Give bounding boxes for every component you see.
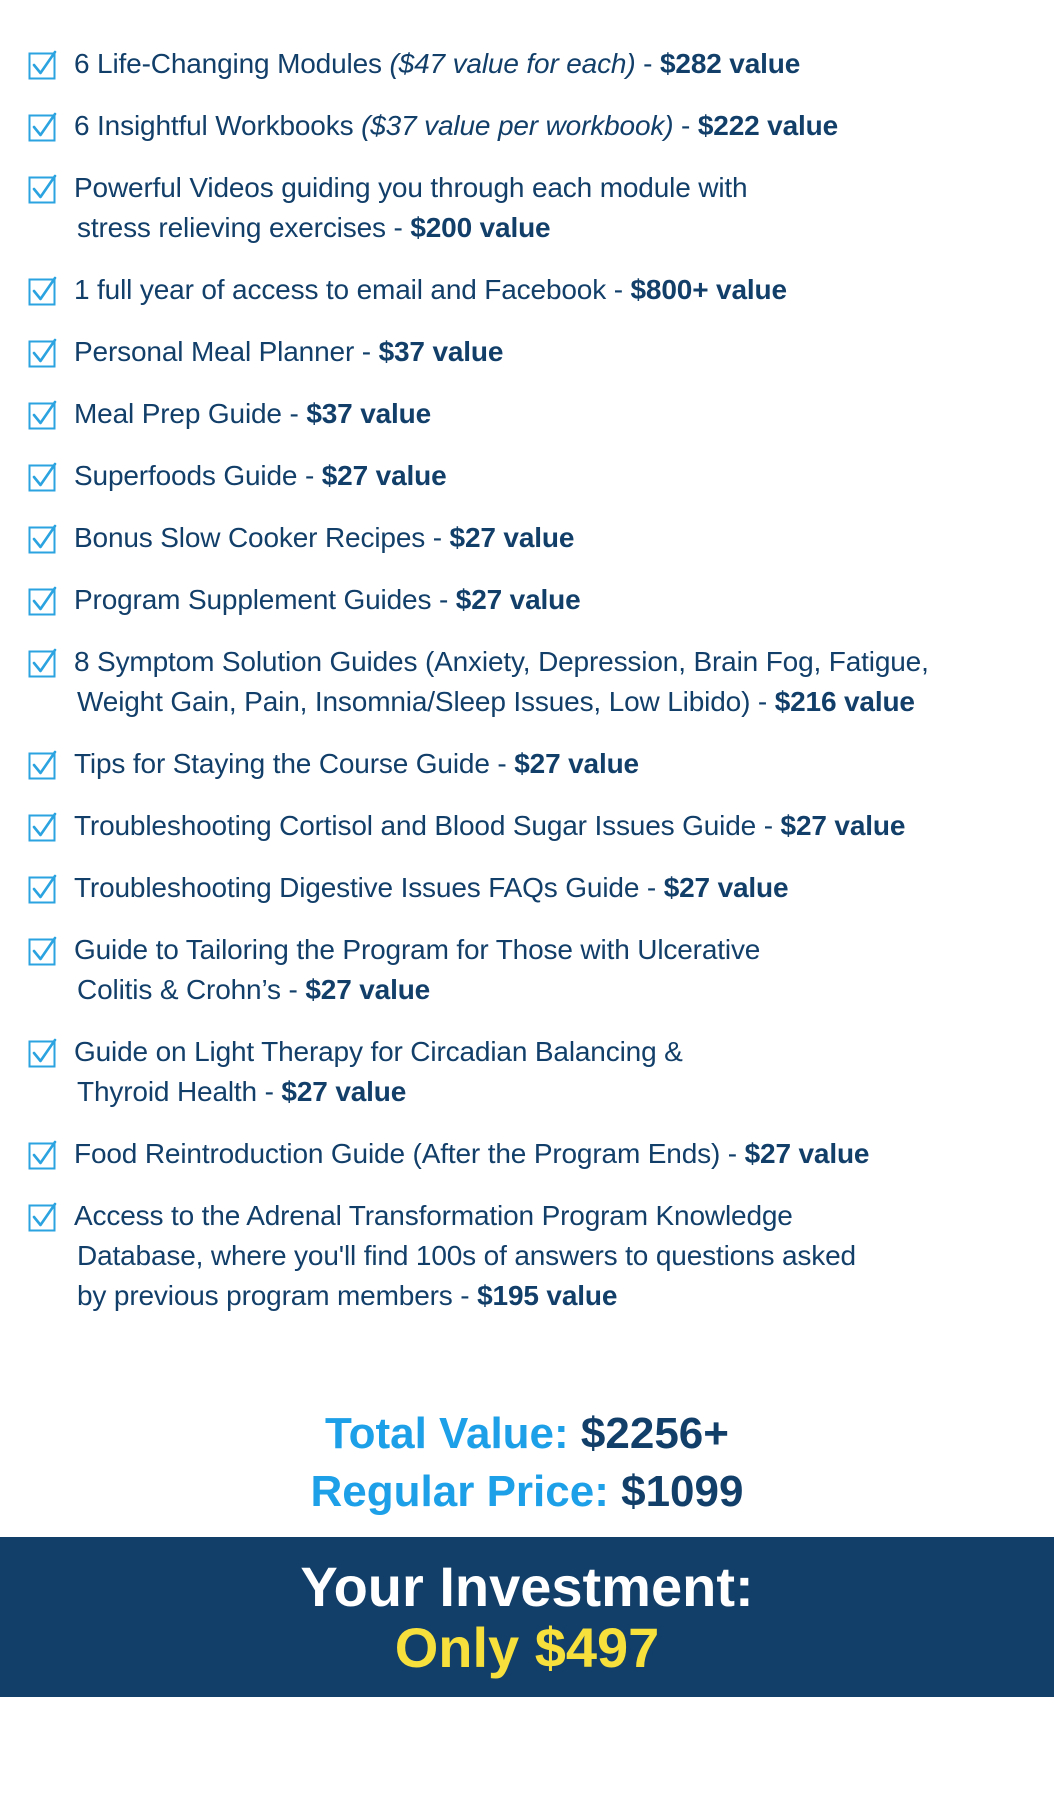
list-item-price-group — [431, 584, 580, 615]
list-item-text — [74, 168, 1054, 248]
list-item-label: Troubleshooting Cortisol and Blood Sugar Issues Guide — [74, 810, 757, 841]
list-item-line — [74, 682, 1054, 722]
list-item-text — [74, 930, 1054, 1010]
checked-box-icon — [28, 338, 58, 368]
list-item-line — [74, 208, 1054, 248]
list-item-price-group — [720, 1138, 869, 1169]
list-item-price: $216 value — [774, 686, 915, 717]
list-item-line — [74, 1200, 793, 1231]
list-item-label-continued: Thyroid Health — [77, 1076, 257, 1107]
regular-price-amount: $1099 — [621, 1467, 744, 1516]
list-item-separator: - — [452, 1280, 478, 1311]
list-item-price: $27 value — [305, 974, 431, 1005]
list-item-price: $195 value — [477, 1280, 618, 1311]
list-item-label-continued: Weight Gain, Pain, Insomnia/Sleep Issues, Low Libido) — [77, 686, 751, 717]
list-item-label: Meal Prep Guide — [74, 398, 282, 429]
list-item-text — [74, 806, 1054, 846]
checked-box-icon — [28, 524, 58, 554]
list-item-label-continued: by previous program members — [77, 1280, 453, 1311]
list-item-line — [74, 522, 574, 553]
list-item-text — [74, 518, 1054, 558]
checked-box-icon — [28, 400, 58, 430]
checked-box-icon — [28, 112, 58, 142]
checked-box-icon — [28, 1202, 58, 1232]
list-item-line — [74, 748, 639, 779]
list-item-line — [74, 48, 800, 79]
list-item-separator: - — [280, 974, 306, 1005]
investment-heading: Your Investment: — [300, 1555, 754, 1618]
list-item-label-continued: stress relieving exercises — [77, 212, 386, 243]
list-item-line — [74, 584, 581, 615]
list-item-line — [74, 1036, 683, 1067]
list-item-text — [74, 1134, 1054, 1174]
list-item-line — [74, 460, 447, 491]
list-item-line — [74, 1138, 869, 1169]
list-item-price-group — [386, 212, 551, 243]
checked-box-icon — [28, 812, 58, 842]
list-item-text — [74, 580, 1054, 620]
list-item-price: $282 value — [659, 48, 801, 79]
list-item-text — [74, 270, 1054, 310]
list-item-separator: - — [281, 398, 307, 429]
list-item-separator: - — [720, 1138, 745, 1169]
checked-box-icon — [28, 874, 58, 904]
list-item-line — [74, 274, 787, 305]
list-item-separator: - — [673, 110, 698, 141]
list-item-price-group — [257, 1076, 406, 1107]
list-item-text — [74, 332, 1054, 372]
list-item-text — [74, 1196, 1054, 1316]
list-item-label: Superfoods Guide — [74, 460, 298, 491]
list-item-price: $200 value — [410, 212, 551, 243]
list-item-separator: - — [425, 522, 450, 553]
list-item-line — [74, 1072, 1054, 1112]
checked-box-icon — [28, 586, 58, 616]
checked-box-icon — [28, 648, 58, 678]
list-item-price: $27 value — [455, 584, 581, 615]
list-item-text — [74, 456, 1054, 496]
checked-box-icon — [28, 462, 58, 492]
list-item-separator: - — [489, 748, 515, 779]
total-value-label: Total Value: — [325, 1409, 569, 1458]
list-item-label: Access to the Adrenal Transformation Program Knowledge — [74, 1200, 793, 1231]
list-item-line — [74, 810, 905, 841]
list-item-label: 6 Life-Changing Modules — [74, 48, 390, 79]
list-item-price-group — [453, 1280, 618, 1311]
list-item-price-group — [673, 110, 838, 141]
list-item-price: $27 value — [449, 522, 575, 553]
list-item-separator: - — [606, 274, 631, 305]
list-item-price-group — [490, 748, 639, 779]
list-item-separator: - — [354, 336, 379, 367]
list-item-price-group — [282, 398, 431, 429]
list-item-label: Guide on Light Therapy for Circadian Balancing & — [74, 1036, 683, 1067]
list-item-line — [74, 398, 431, 429]
list-item-price: $37 value — [378, 336, 504, 367]
checked-box-icon — [28, 276, 58, 306]
list-item-text — [74, 44, 1054, 84]
price-summary — [0, 1405, 1054, 1521]
list-item-text — [74, 642, 1054, 722]
list-item-price-group — [639, 872, 788, 903]
list-item-line — [74, 934, 760, 965]
list-item-price-group — [750, 686, 915, 717]
list-item-price: $27 value — [744, 1138, 870, 1169]
list-item-separator: - — [256, 1076, 282, 1107]
list-item-label: Troubleshooting Digestive Issues FAQs Guide — [74, 872, 640, 903]
checked-box-icon — [28, 750, 58, 780]
list-item-price-group — [636, 48, 801, 79]
list-item-price: $27 value — [780, 810, 906, 841]
regular-price-line — [0, 1463, 1054, 1521]
list-item-price-group — [281, 974, 430, 1005]
list-item-text — [74, 1032, 1054, 1112]
list-item-label: Tips for Staying the Course Guide — [74, 748, 490, 779]
list-item-line — [74, 872, 788, 903]
list-item-line — [74, 970, 1054, 1010]
list-item-separator: - — [756, 810, 781, 841]
list-item-label: Guide to Tailoring the Program for Those with Ulcerative — [74, 934, 761, 965]
list-item-label: Personal Meal Planner — [74, 336, 355, 367]
list-item-price: $27 value — [663, 872, 789, 903]
list-item-price-group — [756, 810, 905, 841]
list-item-line — [74, 646, 929, 677]
list-item-label: 8 Symptom Solution Guides (Anxiety, Depression, Brain Fog, Fatigue, — [74, 646, 929, 677]
list-item-line — [74, 1276, 1054, 1316]
list-item-separator: - — [431, 584, 456, 615]
list-item-label: Program Supplement Guides — [74, 584, 432, 615]
list-item-separator: - — [635, 48, 660, 79]
checked-box-icon — [28, 50, 58, 80]
list-item-label-continued: Colitis & Crohn’s — [77, 974, 281, 1005]
list-item-label: Powerful Videos guiding you through each module with — [74, 172, 748, 203]
list-item-separator: - — [639, 872, 664, 903]
list-item-price: $27 value — [514, 748, 639, 779]
list-item-text — [74, 868, 1054, 908]
list-item-label: Food Reintroduction Guide (After the Program Ends) — [74, 1138, 721, 1169]
list-item-price: $222 value — [697, 110, 839, 141]
investment-price: Only $497 — [394, 1616, 660, 1679]
list-item-label: 1 full year of access to email and Facebook — [74, 274, 607, 305]
list-item-separator: - — [297, 460, 322, 491]
list-item-label-continued: Database, where you'll find 100s of answers to questions asked — [77, 1240, 856, 1271]
list-item-separator: - — [750, 686, 775, 717]
list-item-label: 6 Insightful Workbooks — [74, 110, 362, 141]
total-value-amount: $2256+ — [580, 1409, 729, 1458]
list-item-text — [74, 744, 1054, 784]
list-item-price-group — [425, 522, 574, 553]
list-item-price-group — [354, 336, 503, 367]
investment-banner — [0, 1537, 1054, 1697]
list-item-note: ($47 value for each) — [389, 48, 636, 79]
checked-box-icon — [28, 1140, 58, 1170]
checked-box-icon — [28, 1038, 58, 1068]
checked-box-icon — [28, 936, 58, 966]
list-item-text — [74, 394, 1054, 434]
list-item-line — [74, 110, 838, 141]
list-item-line — [74, 172, 747, 203]
list-item-price: $27 value — [281, 1076, 407, 1107]
checked-box-icon — [28, 174, 58, 204]
regular-price-label: Regular Price: — [310, 1467, 609, 1516]
list-item-price-group — [297, 460, 446, 491]
list-item-line — [74, 336, 503, 367]
list-item-separator: - — [385, 212, 411, 243]
list-item-label: Bonus Slow Cooker Recipes — [74, 522, 426, 553]
list-item-note: ($37 value per workbook) — [361, 110, 674, 141]
list-item-text — [74, 106, 1054, 146]
list-item-price: $800+ value — [630, 274, 787, 305]
total-value-line — [0, 1405, 1054, 1463]
list-item-price: $37 value — [306, 398, 432, 429]
list-item-price-group — [606, 274, 787, 305]
list-item-price: $27 value — [321, 460, 447, 491]
